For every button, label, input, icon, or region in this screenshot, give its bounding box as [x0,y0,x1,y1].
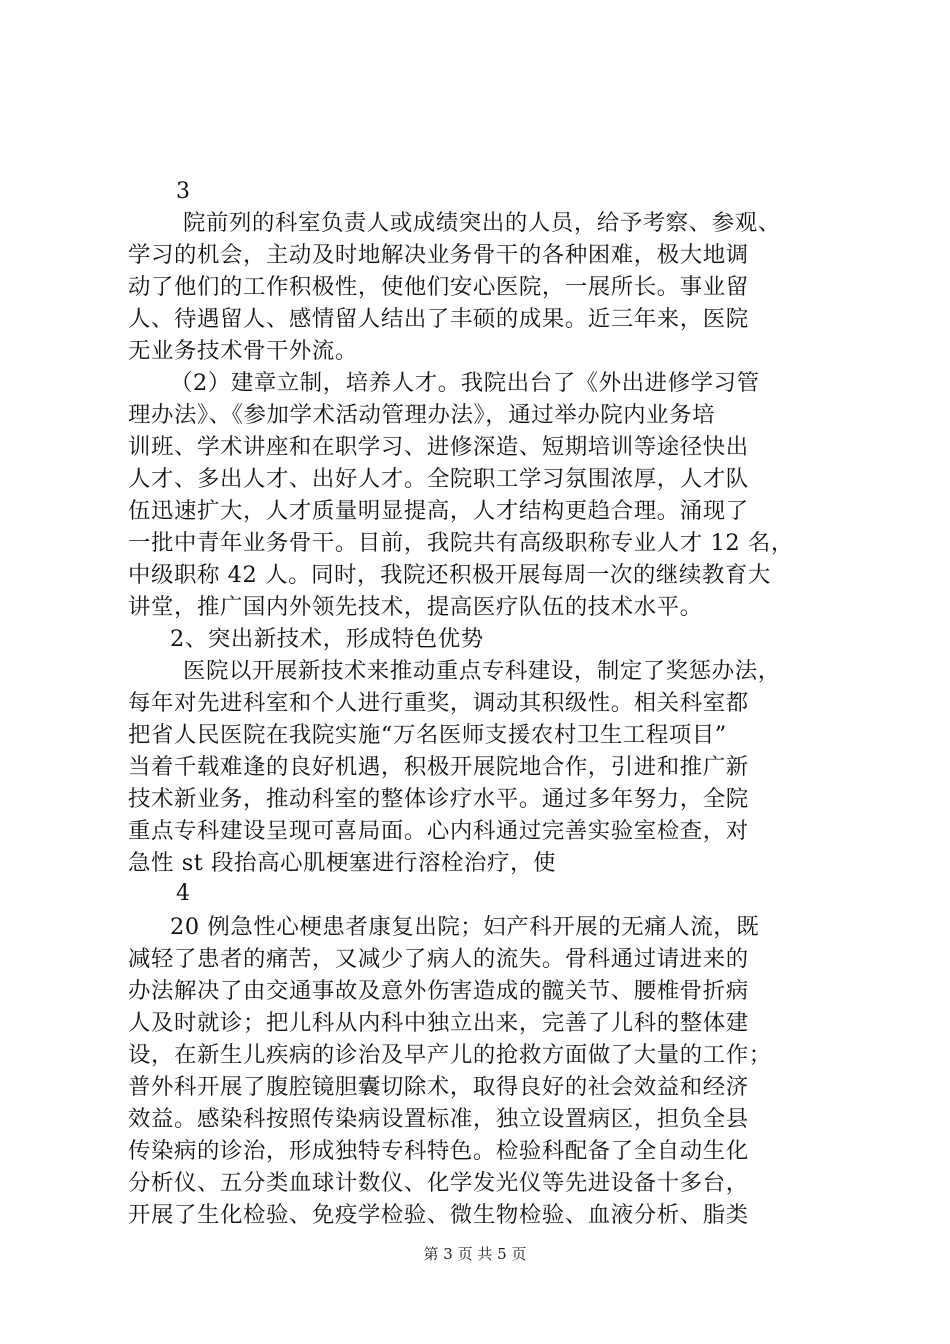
text-line: 训班、学术讲座和在职学习、进修深造、短期培训等途径快出 [128,434,749,460]
text-line: 重点专科建设呈现可喜局面。心内科通过完善实验室检查，对 [128,818,749,844]
text-line: 人才、多出人才、出好人才。全院职工学习氛围浓厚，人才队 [128,466,749,492]
text-line: 传染病的诊治，形成独特专科特色。检验科配备了全自动生化 [128,1138,749,1164]
text-line: （2）建章立制，培养人才。我院出台了《外出进修学习管 [170,370,760,396]
text-line: 无业务技术骨干外流。 [128,338,358,364]
text-line: 讲堂，推广国内外领先技术，提高医疗队伍的技术水平。 [128,594,703,620]
page-number-marker: 4 [176,881,191,906]
text-line: 普外科开展了腹腔镜胆囊切除术，取得良好的社会效益和经济 [128,1074,749,1100]
section-heading: 2、突出新技术，形成特色优势 [170,626,484,652]
text-line: 急性 st 段抬高心肌梗塞进行溶栓治疗，使 [128,850,556,876]
text-line: 中级职称 42 人。同时，我院还积极开展每周一次的继续教育大 [128,562,771,588]
text-line: 动了他们的工作积极性，使他们安心医院，一展所长。事业留 [128,274,749,300]
page-footer: 第 3 页 共 5 页 [423,1245,527,1263]
page-number-marker: 3 [176,179,191,204]
text-line: 伍迅速扩大，人才质量明显提高，人才结构更趋合理。涌现了 [128,498,749,524]
text-line: 学习的机会，主动及时地解决业务骨干的各种困难，极大地调 [128,242,749,268]
text-line: 开展了生化检验、免疫学检验、微生物检验、血液分析、脂类 [128,1202,749,1228]
text-line: 设，在新生儿疾病的诊治及早产儿的抢救方面做了大量的工作； [128,1042,772,1068]
text-line: 院前列的科室负责人或成绩突出的人员，给予考察、参观、 [183,210,781,236]
text-line: 理办法》、《参加学术活动管理办法》，通过举办院内业务培 [128,402,716,428]
text-line: 当着千载难逢的良好机遇，积极开展院地合作，引进和推广新 [128,754,749,780]
text-line: 把省人民医院在我院实施“万名医师支援农村卫生工程项目” [128,722,727,748]
text-line: 人及时就诊；把儿科从内科中独立出来，完善了儿科的整体建 [128,1010,749,1036]
text-line: 办法解决了由交通事故及意外伤害造成的髋关节、腰椎骨折病 [128,978,749,1004]
text-line: 人、待遇留人、感情留人结出了丰硕的成果。近三年来，医院 [128,306,749,332]
text-line: 医院以开展新技术来推动重点专科建设，制定了奖惩办法， [183,658,781,684]
text-line: 每年对先进科室和个人进行重奖，调动其积级性。相关科室都 [128,690,749,716]
text-line: 分析仪、五分类血球计数仪、化学发光仪等先进设备十多台， [128,1170,749,1196]
text-line: 减轻了患者的痛苦，又减少了病人的流失。骨科通过请进来的 [128,946,749,972]
text-line: 技术新业务，推动科室的整体诊疗水平。通过多年努力，全院 [128,786,749,812]
text-line: 效益。感染科按照传染病设置标准，独立设置病区，担负全县 [128,1106,749,1132]
text-line: 20 例急性心梗患者康复出院；妇产科开展的无痛人流，既 [170,914,760,940]
text-line: 一批中青年业务骨干。目前，我院共有高级职称专业人才 12 名， [128,530,794,556]
